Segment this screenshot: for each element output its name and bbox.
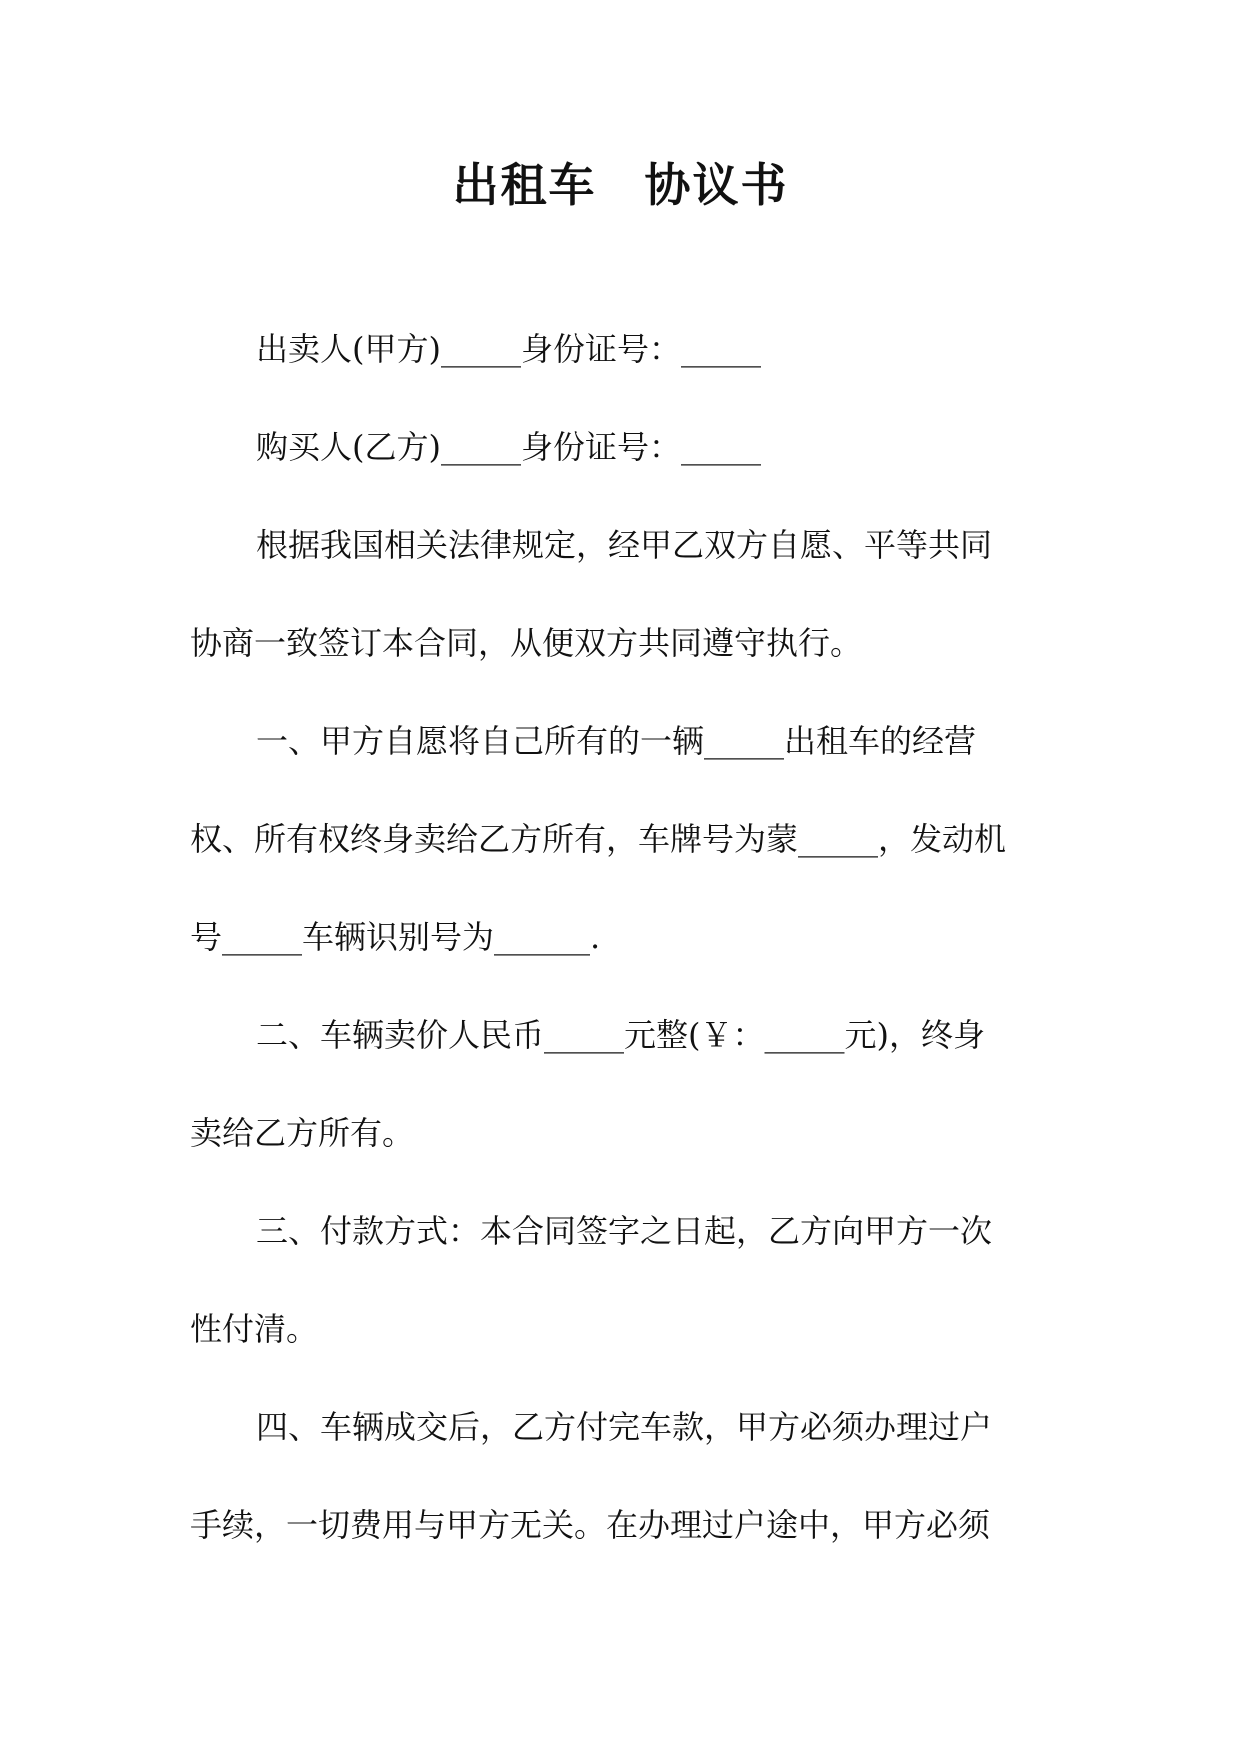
clause-1-line-1: 一、甲方自愿将自己所有的一辆_____出租车的经营	[256, 722, 977, 760]
document-title: 出租车 协议书	[452, 158, 789, 212]
clause-2-line-2: 卖给乙方所有。	[190, 1114, 415, 1152]
preamble-line-2: 协商一致签订本合同，从便双方共同遵守执行。	[190, 624, 863, 662]
clause-4-line-1: 四、车辆成交后，乙方付完车款，甲方必须办理过户	[256, 1408, 993, 1446]
clause-2-line-1: 二、车辆卖价人民币_____元整(￥：_____元)，终身	[256, 1016, 985, 1054]
clause-3-line-2: 性付清。	[190, 1310, 319, 1348]
preamble-line-1: 根据我国相关法律规定，经甲乙双方自愿、平等共同	[256, 526, 993, 564]
clause-3-line-1: 三、付款方式：本合同签字之日起，乙方向甲方一次	[256, 1212, 993, 1250]
clause-4-line-2: 手续，一切费用与甲方无关。在办理过户途中，甲方必须	[190, 1506, 991, 1544]
document-body	[190, 300, 1050, 1574]
clause-1-line-3: 号_____车辆识别号为______.	[190, 918, 601, 956]
seller-line: 出卖人(甲方)_____身份证号：_____	[256, 330, 761, 368]
buyer-line: 购买人(乙方)_____身份证号：_____	[256, 428, 761, 466]
clause-1-line-2: 权、所有权终身卖给乙方所有，车牌号为蒙_____，发动机	[190, 820, 1007, 858]
